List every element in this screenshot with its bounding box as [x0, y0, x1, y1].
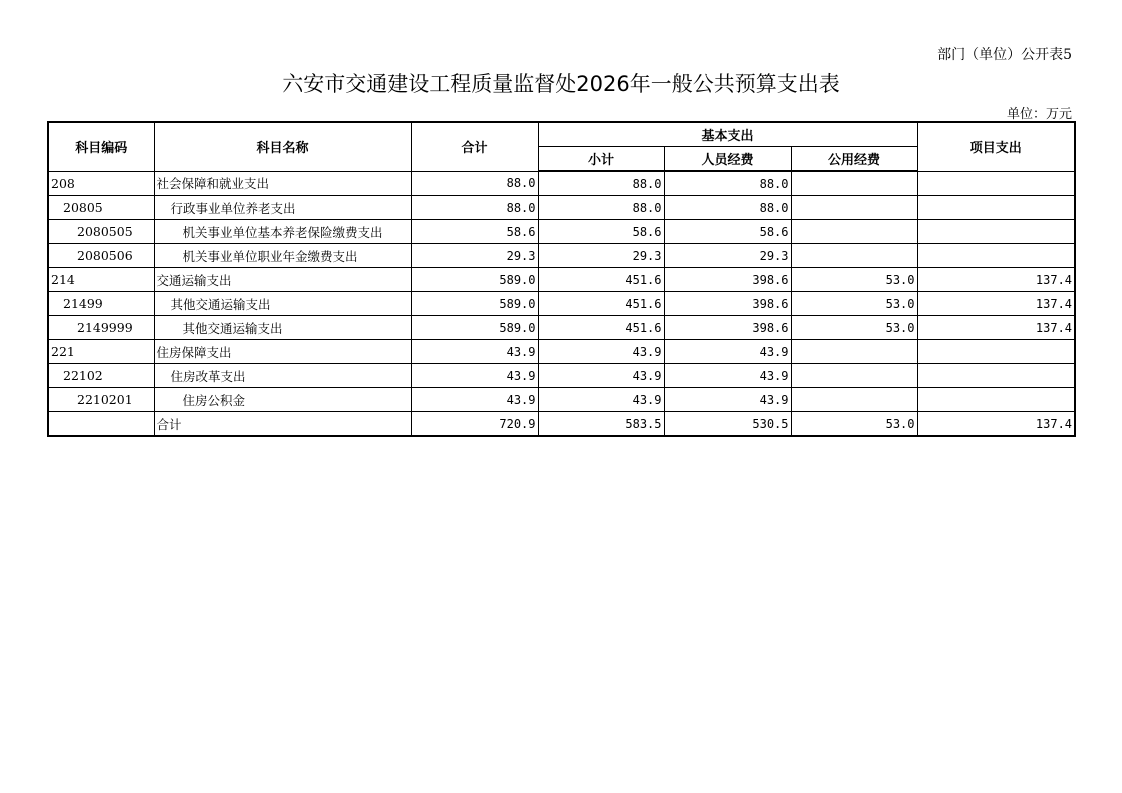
cell-personnel: 43.9: [664, 364, 791, 388]
cell-project: [917, 244, 1075, 268]
cell-public: [791, 340, 917, 364]
cell-code: 2210201: [48, 388, 154, 412]
cell-name: 交通运输支出: [154, 268, 411, 292]
cell-code: 21499: [48, 292, 154, 316]
cell-total: 43.9: [411, 388, 538, 412]
cell-code: 2080505: [48, 220, 154, 244]
cell-personnel: 398.6: [664, 316, 791, 340]
cell-personnel: 58.6: [664, 220, 791, 244]
table-row: [48, 196, 1075, 220]
cell-total: 58.6: [411, 220, 538, 244]
cell-subtotal: 29.3: [538, 244, 664, 268]
table-row: [48, 220, 1075, 244]
cell-project: 137.4: [917, 412, 1075, 437]
cell-public: 53.0: [791, 268, 917, 292]
cell-personnel: 43.9: [664, 340, 791, 364]
cell-personnel: 398.6: [664, 268, 791, 292]
page-title: 六安市交通建设工程质量监督处2026年一般公共预算支出表: [282, 72, 840, 96]
table-row: [48, 292, 1075, 316]
cell-name: 其他交通运输支出: [154, 292, 411, 316]
cell-project: 137.4: [917, 268, 1075, 292]
cell-subtotal: 451.6: [538, 268, 664, 292]
cell-public: [791, 364, 917, 388]
cell-public: [791, 196, 917, 220]
cell-code: 208: [48, 171, 154, 196]
header-public: 公用经费: [791, 147, 917, 172]
table-row: [48, 364, 1075, 388]
header-subtotal: 小计: [538, 147, 664, 172]
budget-table: [47, 121, 1076, 437]
cell-code: [48, 412, 154, 437]
cell-project: [917, 340, 1075, 364]
header-row-1: [48, 122, 1075, 147]
cell-name: 合计: [154, 412, 411, 437]
form-number: 部门（单位）公开表5: [937, 47, 1072, 63]
header-project: 项目支出: [917, 122, 1075, 171]
header-basic: 基本支出: [538, 122, 917, 147]
cell-subtotal: 58.6: [538, 220, 664, 244]
cell-code: 2149999: [48, 316, 154, 340]
table-row: [48, 244, 1075, 268]
table-body: [48, 171, 1075, 436]
cell-personnel: 29.3: [664, 244, 791, 268]
cell-subtotal: 43.9: [538, 364, 664, 388]
table-row: [48, 171, 1075, 196]
cell-name: 其他交通运输支出: [154, 316, 411, 340]
cell-project: [917, 196, 1075, 220]
unit-label: 单位：万元: [1006, 107, 1072, 122]
cell-public: 53.0: [791, 292, 917, 316]
table-row: [48, 268, 1075, 292]
cell-total: 589.0: [411, 316, 538, 340]
cell-total: 88.0: [411, 171, 538, 196]
cell-code: 214: [48, 268, 154, 292]
cell-name: 住房改革支出: [154, 364, 411, 388]
cell-code: 221: [48, 340, 154, 364]
cell-total: 88.0: [411, 196, 538, 220]
cell-project: 137.4: [917, 292, 1075, 316]
cell-personnel: 398.6: [664, 292, 791, 316]
cell-project: 137.4: [917, 316, 1075, 340]
cell-subtotal: 43.9: [538, 340, 664, 364]
cell-project: [917, 171, 1075, 196]
cell-name: 社会保障和就业支出: [154, 171, 411, 196]
cell-name: 机关事业单位职业年金缴费支出: [154, 244, 411, 268]
cell-subtotal: 451.6: [538, 316, 664, 340]
cell-name: 行政事业单位养老支出: [154, 196, 411, 220]
cell-personnel: 88.0: [664, 196, 791, 220]
cell-personnel: 88.0: [664, 171, 791, 196]
cell-subtotal: 88.0: [538, 171, 664, 196]
header-name: 科目名称: [154, 122, 411, 171]
cell-code: 22102: [48, 364, 154, 388]
cell-public: [791, 171, 917, 196]
cell-subtotal: 451.6: [538, 292, 664, 316]
table-row: [48, 412, 1075, 437]
header-code: 科目编码: [48, 122, 154, 171]
cell-public: [791, 388, 917, 412]
cell-subtotal: 43.9: [538, 388, 664, 412]
cell-project: [917, 364, 1075, 388]
cell-public: 53.0: [791, 412, 917, 437]
cell-subtotal: 88.0: [538, 196, 664, 220]
cell-total: 589.0: [411, 268, 538, 292]
table-row: [48, 316, 1075, 340]
cell-code: 2080506: [48, 244, 154, 268]
cell-public: [791, 220, 917, 244]
cell-total: 43.9: [411, 340, 538, 364]
cell-total: 29.3: [411, 244, 538, 268]
cell-name: 机关事业单位基本养老保险缴费支出: [154, 220, 411, 244]
cell-total: 720.9: [411, 412, 538, 437]
cell-total: 589.0: [411, 292, 538, 316]
cell-personnel: 530.5: [664, 412, 791, 437]
header-total: 合计: [411, 122, 538, 171]
cell-public: 53.0: [791, 316, 917, 340]
cell-project: [917, 388, 1075, 412]
cell-name: 住房保障支出: [154, 340, 411, 364]
cell-code: 20805: [48, 196, 154, 220]
table-row: [48, 340, 1075, 364]
cell-public: [791, 244, 917, 268]
cell-personnel: 43.9: [664, 388, 791, 412]
cell-subtotal: 583.5: [538, 412, 664, 437]
cell-project: [917, 220, 1075, 244]
cell-total: 43.9: [411, 364, 538, 388]
cell-name: 住房公积金: [154, 388, 411, 412]
header-personnel: 人员经费: [664, 147, 791, 172]
table-row: [48, 388, 1075, 412]
